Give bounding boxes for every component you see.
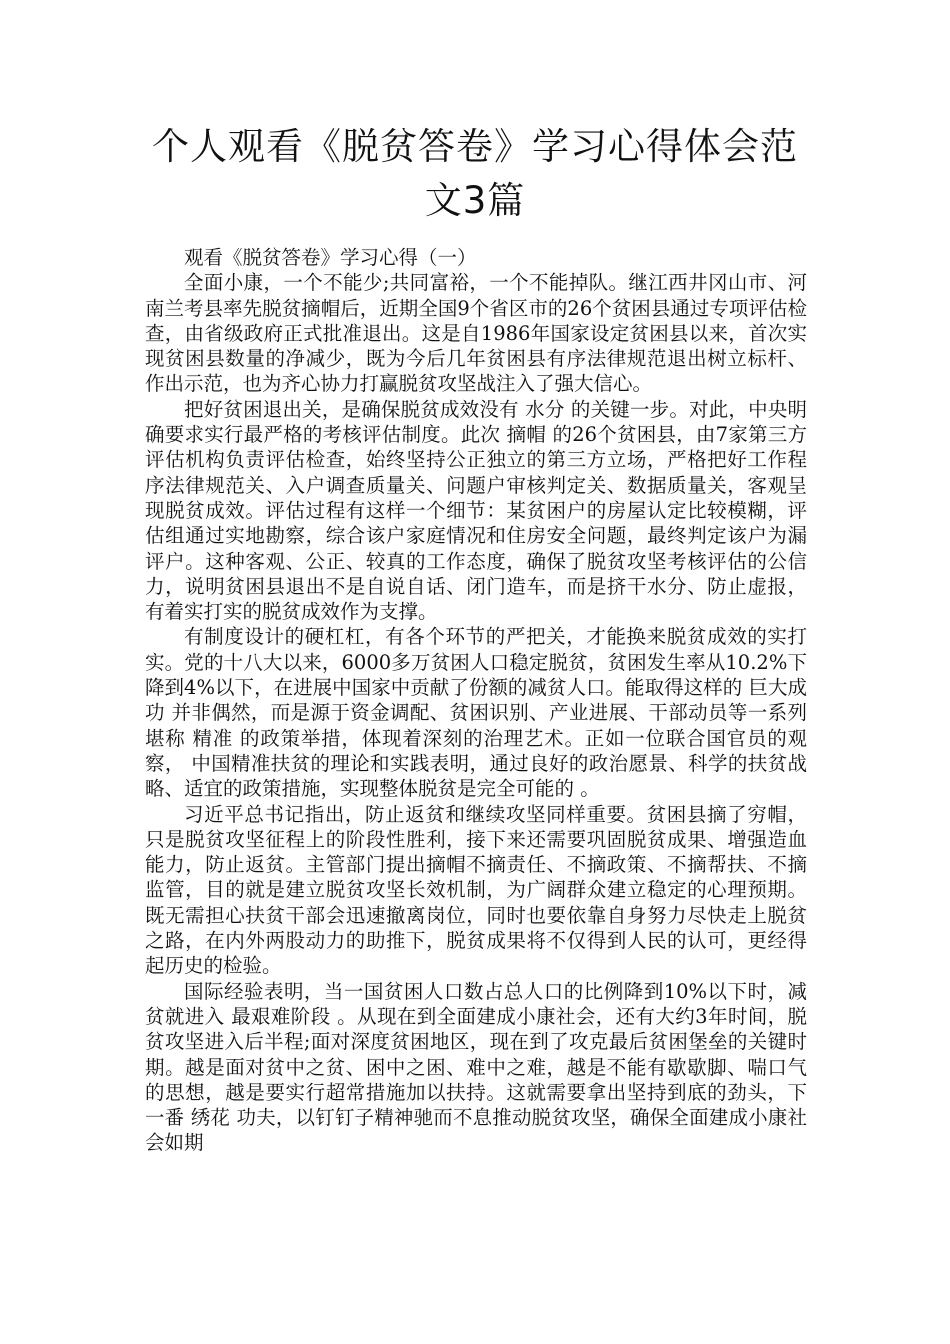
paragraph-5: 国际经验表明，当一国贫困人口数占总人口的比例降到10%以下时，减贫就进入 最艰难阶段 。从现在到全面建成小康社会，还有大约3年时间，脱贫攻坚进入后半程;面对深度贫困地区，现在到了攻克最后贫困堡垒的关键时期。越是面对贫中之贫、困中之困、难中之难，越是不能有歇歇脚、喘口气的思想，越是要实行超常措施加以扶持。这就需要拿出坚持到底的劲头，下一番 绣花 功夫，以钉钉子精神驰而不息推动脱贫攻坚，确保全面建成小康社会如期 — [145, 979, 807, 1155]
title-line-2: 文3篇 — [424, 179, 526, 222]
section-subheading: 观看《脱贫答卷》学习心得（一） — [184, 246, 477, 269]
document-body — [145, 245, 807, 1156]
document-title — [130, 120, 820, 228]
title-line-1: 个人观看《脱贫答卷》学习心得体会范 — [152, 125, 798, 168]
paragraph-3: 有制度设计的硬杠杠，有各个环节的严把关，才能换来脱贫成效的实打实。党的十八大以来，6000多万贫困人口稳定脱贫，贫困发生率从10.2%下降到4%以下，在进展中国家中贡献了份额的减贫人口。能取得这样的 巨大成功 并非偶然，而是源于资金调配、贫困识别、产业进展、干部动员等一系列堪称 精准 的政策举措，体现着深刻的治理艺术。正如一位联合国官员的观察， 中国精准扶贫的理论和实践表明，通过良好的政治愿景、科学的扶贫战略、适宜的政策措施，实现整体脱贫是完全可能的 。 — [145, 625, 807, 801]
paragraph-1: 全面小康，一个不能少;共同富裕，一个不能掉队。继江西井冈山市、河南兰考县率先脱贫摘帽后，近期全国9个省区市的26个贫困县通过专项评估检查，由省级政府正式批准退出。这是自1986年国家设定贫困县以来，首次实现贫困县数量的净减少，既为今后几年贫困县有序法律规范退出树立标杆、作出示范，也为齐心协力打赢脱贫攻坚战注入了强大信心。 — [145, 271, 807, 396]
paragraph-2: 把好贫困退出关，是确保脱贫成效没有 水分 的关键一步。对此，中央明确要求实行最严格的考核评估制度。此次 摘帽 的26个贫困县，由7家第三方评估机构负责评估检查，始终坚持公正独立的第三方立场，严格把好工作程序法律规范关、入户调查质量关、问题户审核判定关、数据质量关，客观呈现脱贫成效。评估过程有这样一个细节：某贫困户的房屋认定比较模糊，评估组通过实地勘察，综合该户家庭情况和住房安全问题，最终判定该户为漏评户。这种客观、公正、较真的工作态度，确保了脱贫攻坚考核评估的公信力，说明贫困县退出不是自说自话、闭门造车，而是挤干水分、防止虚报，有着实打实的脱贫成效作为支撑。 — [145, 397, 807, 624]
paragraph-4: 习近平总书记指出，防止返贫和继续攻坚同样重要。贫困县摘了穷帽，只是脱贫攻坚征程上的阶段性胜利，接下来还需要巩固脱贫成果、增强造血能力，防止返贫。主管部门提出摘帽不摘责任、不摘政策、不摘帮扶、不摘监管，目的就是建立脱贫攻坚长效机制，为广阔群众建立稳定的心理预期。既无需担心扶贫干部会迅速撤离岗位，同时也要依靠自身努力尽快走上脱贫之路，在内外两股动力的助推下，脱贫成果将不仅得到人民的认可，更经得起历史的检验。 — [145, 802, 807, 978]
